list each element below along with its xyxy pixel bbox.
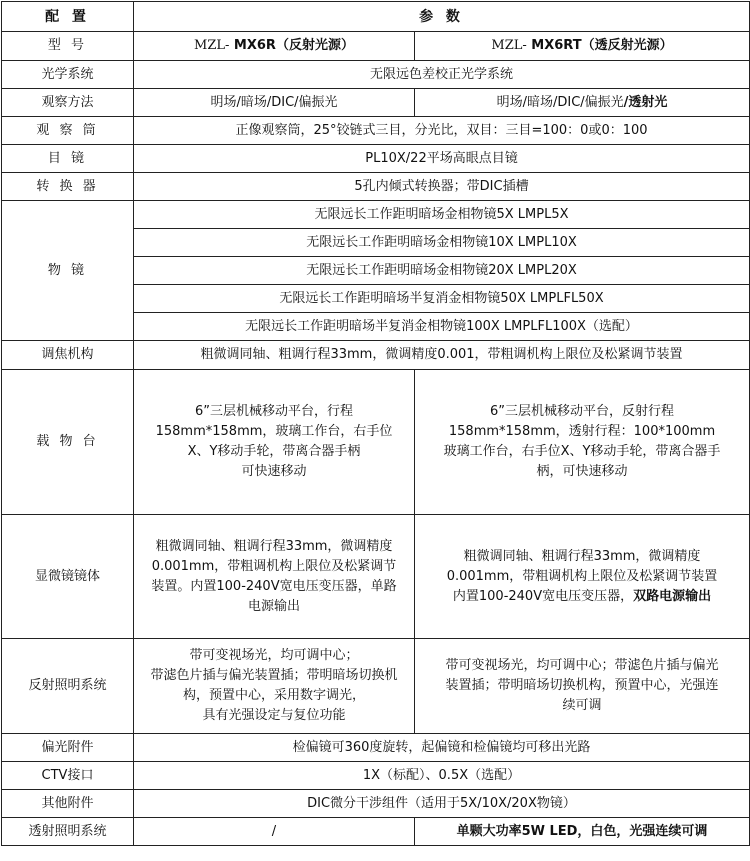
objective-row — [2, 201, 750, 229]
config-header: 配 置 — [2, 2, 134, 32]
reflect-b-line: 带可变视场光，均可调中心；带滤色片插与偏光 — [445, 658, 719, 673]
stage-label: 载 物 台 — [2, 370, 134, 515]
stage-b-line: 柄，可快速移动 — [536, 464, 628, 479]
transmit-label: 透射照明系统 — [2, 818, 134, 846]
reflect-a — [134, 639, 415, 734]
body-b-line: 0.001mm，带粗调机构上限位及松紧调节装置 — [446, 568, 718, 584]
other-label: 其他附件 — [2, 790, 134, 818]
body-b-plain: 内置100-240V宽电压变压器， — [452, 588, 634, 604]
model-b — [415, 32, 750, 61]
transmit-row — [2, 818, 750, 846]
stage-b-line: 6”三层机械移动平台，反射行程 — [489, 404, 674, 419]
eyepiece-label: 目 镜 — [2, 145, 134, 173]
body-a-line: 0.001mm，带粗调机构上限位及松紧调节 — [151, 558, 397, 574]
nosepiece-row — [2, 173, 750, 201]
stage-b-line: 玻璃工作台，右手位X、Y移动手轮，带离合器手 — [443, 444, 721, 459]
transmit-a: / — [134, 818, 415, 846]
observe-row — [2, 89, 750, 117]
stage-b — [415, 370, 750, 515]
model-a-code: MX6R — [229, 38, 276, 53]
stage-a-line: 6”三层机械移动平台，行程 — [194, 404, 353, 419]
body-b-line — [419, 587, 745, 607]
objective-item: 无限远长工作距明暗场金相物镜10X LMPL10X — [134, 229, 750, 257]
objective-item: 无限远长工作距明暗场金相物镜5X LMPL5X — [134, 201, 750, 229]
reflect-b-line: 装置插；带明暗场切换机构，预置中心，光强连 — [445, 678, 719, 693]
nosepiece-label: 转 换 器 — [2, 173, 134, 201]
model-a — [134, 32, 415, 61]
body-a-line: 电源输出 — [247, 598, 300, 614]
header-row — [2, 2, 750, 32]
reflect-a-line: 具有光强设定与复位功能 — [202, 708, 346, 723]
tube-value: 正像观察筒，25°铰链式三目，分光比，双目：三目=100：0或0：100 — [134, 117, 750, 145]
reflect-a-line: 带可变视场光，均可调中心； — [189, 648, 359, 663]
optical-value: 无限远色差校正光学系统 — [134, 61, 750, 89]
observe-b — [415, 89, 750, 117]
model-b-prefix: MZL- — [491, 38, 527, 53]
observe-a: 明场/暗场/DIC/偏振光 — [134, 89, 415, 117]
stage-a-line: 158mm*158mm，玻璃工作台，右手位 — [155, 424, 393, 439]
transmit-b-bold: 单颗大功率5W LED，白色，光强连续可调 — [456, 823, 708, 839]
params-header: 参 数 — [134, 2, 750, 32]
polar-value: 检偏镜可360度旋转，起偏镜和检偏镜均可移出光路 — [134, 734, 750, 762]
stage-row — [2, 370, 750, 515]
polar-row — [2, 734, 750, 762]
ctv-value: 1X（标配）、0.5X（选配） — [134, 762, 750, 790]
body-a — [134, 515, 415, 639]
tube-label: 观 察 筒 — [2, 117, 134, 145]
focus-label: 调焦机构 — [2, 341, 134, 370]
ctv-row — [2, 762, 750, 790]
optical-label: 光学系统 — [2, 61, 134, 89]
reflect-a-line: 构，预置中心，采用数字调光， — [182, 688, 365, 703]
reflect-b-line: 续可调 — [562, 698, 602, 713]
nosepiece-value: 5孔内倾式转换器；带DIC插槽 — [134, 173, 750, 201]
focus-value: 粗微调同轴、粗调行程33mm，微调精度0.001，带粗调机构上限位及松紧调节装置 — [134, 341, 750, 370]
stage-b-line: 158mm*158mm，透射行程：100*100mm — [448, 424, 716, 439]
observe-b-plain: 明场/暗场/DIC/偏振光 — [496, 94, 624, 110]
model-b-code: MX6RT — [526, 38, 582, 53]
body-label: 显微镜镜体 — [2, 515, 134, 639]
transmit-b — [415, 818, 750, 846]
objective-item: 无限远长工作距明暗场半复消金相物镜100X LMPLFL100X（选配） — [134, 313, 750, 341]
body-a-line: 装置。内置100-240V宽电压变压器，单路 — [151, 578, 397, 594]
ctv-label: CTV接口 — [2, 762, 134, 790]
focus-row — [2, 341, 750, 370]
reflect-a-line: 带滤色片插与偏光装置插；带明暗场切换机 — [150, 668, 398, 683]
stage-a-line: X、Y移动手轮，带离合器手柄 — [187, 444, 361, 459]
eyepiece-row — [2, 145, 750, 173]
model-label: 型 号 — [2, 32, 134, 61]
reflect-label: 反射照明系统 — [2, 639, 134, 734]
body-a-line: 粗微调同轴、粗调行程33mm，微调精度 — [155, 538, 393, 554]
observe-b-bold: /透射光 — [623, 94, 668, 110]
body-b — [415, 515, 750, 639]
model-a-note: （反射光源） — [275, 38, 354, 53]
other-value: DIC微分干涉组件（适用于5X/10X/20X物镜） — [134, 790, 750, 818]
body-b-line: 粗微调同轴、粗调行程33mm，微调精度 — [463, 548, 701, 564]
reflect-b — [415, 639, 750, 734]
objective-label: 物 镜 — [2, 201, 134, 341]
other-row — [2, 790, 750, 818]
model-b-note: （透反射光源） — [581, 38, 673, 53]
eyepiece-value: PL10X/22平场高眼点目镜 — [134, 145, 750, 173]
observe-label: 观察方法 — [2, 89, 134, 117]
objective-item: 无限远长工作距明暗场半复消金相物镜50X LMPLFL50X — [134, 285, 750, 313]
optical-row — [2, 61, 750, 89]
polar-label: 偏光附件 — [2, 734, 134, 762]
spec-table — [1, 1, 750, 846]
reflect-row — [2, 639, 750, 734]
model-row — [2, 32, 750, 61]
stage-a — [134, 370, 415, 515]
model-a-prefix: MZL- — [194, 38, 230, 53]
stage-a-line: 可快速移动 — [241, 464, 307, 479]
tube-row — [2, 117, 750, 145]
objective-item: 无限远长工作距明暗场金相物镜20X LMPL20X — [134, 257, 750, 285]
body-row — [2, 515, 750, 639]
body-b-bold: 双路电源输出 — [633, 588, 712, 604]
